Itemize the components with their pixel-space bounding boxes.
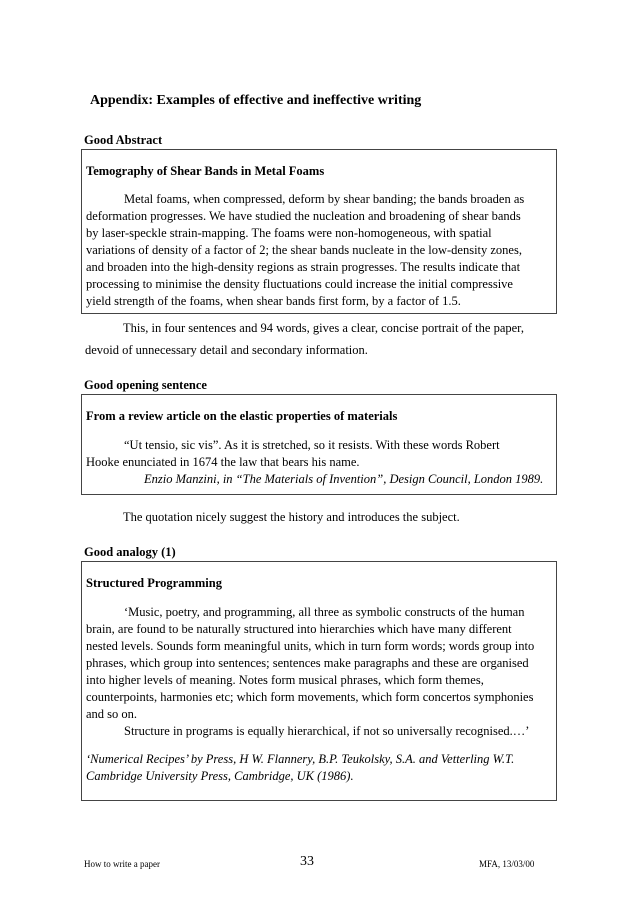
analogy-structure <box>86 723 529 740</box>
opening-line: “Ut tensio, sic vis”. As it is stretched, so it resists. With these words Robert <box>124 438 500 452</box>
section-label-analogy: Good analogy (1) <box>84 545 176 559</box>
opening-text <box>86 437 543 488</box>
opening-heading: From a review article on the elastic properties of materials <box>86 409 398 423</box>
abstract-comment-line: This, in four sentences and 94 words, gives a clear, concise portrait of the paper, <box>123 321 524 335</box>
abstract-text <box>86 191 524 310</box>
footer-doc-title: How to write a paper <box>84 859 160 869</box>
section-label-opening: Good opening sentence <box>84 378 207 392</box>
analogy-line: counterpoints, harmonies etc; which form movements, which form concertos symphonies <box>86 690 534 704</box>
opening-comment: The quotation nicely suggest the history and introduces the subject. <box>123 510 460 524</box>
section-label-abstract: Good Abstract <box>84 133 163 147</box>
abstract-line: by laser-speckle strain-mapping. The foams were non-homogeneous, with spatial <box>86 226 492 240</box>
analogy-line: into higher levels of meaning. Notes form musical phrases, which form themes, <box>86 673 484 687</box>
analogy-citation <box>86 751 514 785</box>
analogy-structure-line: Structure in programs is equally hierarchical, if not so universally recognised.…’ <box>124 724 530 738</box>
analogy-line: and so on. <box>86 707 138 721</box>
footer-author-date: MFA, 13/03/00 <box>479 859 535 869</box>
opening-line: Hooke enunciated in 1674 the law that bears his name. <box>86 455 360 469</box>
abstract-line: processing to minimise the density fluctuations could increase the initial compressive <box>86 277 513 291</box>
analogy-citation-line: ‘Numerical Recipes’ by Press, H W. Flannery, B.P. Teukolsky, S.A. and Vetterling W.T. <box>86 752 515 766</box>
analogy-box <box>81 561 557 801</box>
abstract-box <box>81 149 557 314</box>
analogy-citation-line: Cambridge University Press, Cambridge, UK (1986). <box>86 769 354 783</box>
abstract-line: and broaden into the high-density regions as strain progresses. The results indicate that <box>86 260 521 274</box>
opening-citation: Enzio Manzini, in “The Materials of Invention”, Design Council, London 1989. <box>144 472 544 486</box>
abstract-line: deformation progresses. We have studied the nucleation and broadening of shear bands <box>86 209 521 223</box>
analogy-line: nested levels. Sounds form meaningful units, which in turn form words; words group into <box>86 639 535 653</box>
analogy-heading: Structured Programming <box>86 576 222 590</box>
abstract-heading: Temography of Shear Bands in Metal Foams <box>86 164 325 178</box>
analogy-text <box>86 604 534 723</box>
analogy-line: brain, are found to be naturally structured into hierarchies which have many different <box>86 622 512 636</box>
abstract-line: yield strength of the foams, when shear bands first form, by a factor of 1.5. <box>86 294 461 308</box>
page-number: 33 <box>300 854 314 869</box>
opening-box <box>81 394 557 495</box>
analogy-line: phrases, which group into sentences; sentences make paragraphs and these are organised <box>86 656 529 670</box>
abstract-comment-line: devoid of unnecessary detail and secondary information. <box>85 343 368 357</box>
abstract-line: variations of density of a factor of 2; the shear bands nucleate in the low-density zones, <box>86 243 522 257</box>
page-title: Appendix: Examples of effective and ineffective writing <box>90 93 422 108</box>
analogy-line: ‘Music, poetry, and programming, all three as symbolic constructs of the human <box>124 605 525 619</box>
abstract-line: Metal foams, when compressed, deform by shear banding; the bands broaden as <box>124 192 525 206</box>
